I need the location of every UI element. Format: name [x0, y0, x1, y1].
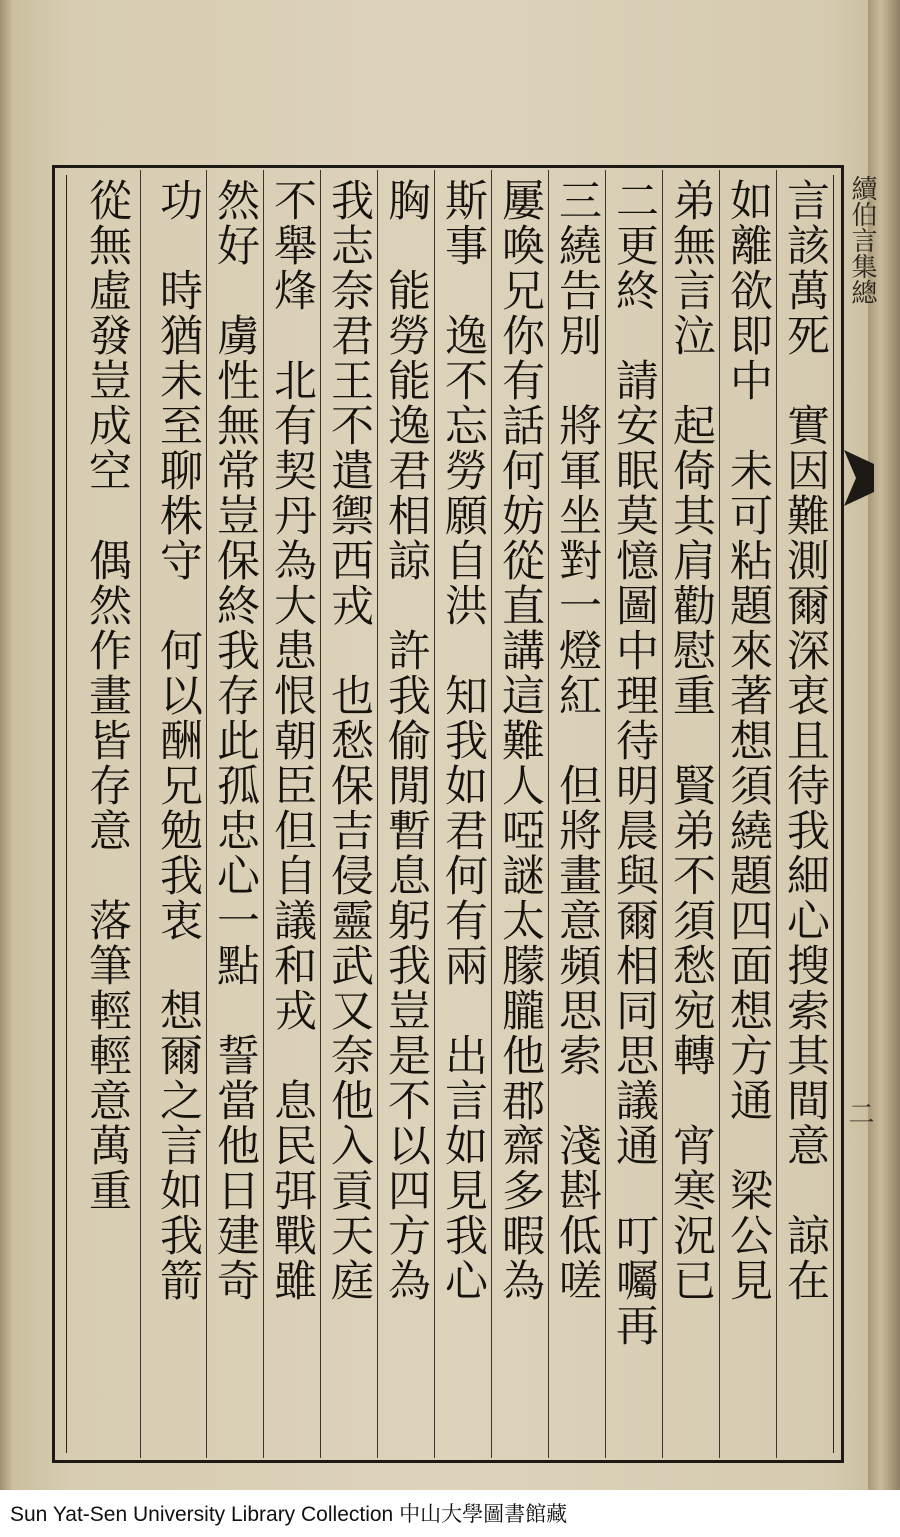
text-column: 從無虛發豈成空 偶然作畫皆存意 落筆輕輕意萬重: [82, 178, 132, 1213]
column-rule: [719, 170, 720, 1458]
column-rule: [320, 170, 321, 1458]
text-column: 屢喚兄你有話何妨從直講這難人啞謎太朦朧他郡齋多暇為: [495, 178, 545, 1303]
column-rule: [548, 170, 549, 1458]
text-column: 如離欲即中 未可粘題來著想須繞題四面想方通 梁公見: [723, 178, 773, 1303]
column-rule: [140, 170, 141, 1458]
text-column: 言該萬死 實因難測爾深衷且待我細心搜索其間意 諒在: [780, 178, 830, 1303]
page-edge-left: [0, 0, 14, 1537]
column-rule: [776, 170, 777, 1458]
column-rule: [605, 170, 606, 1458]
text-column: 二更終 請安眠莫憶圖中理待明晨與爾相同思議通 叮囑再: [609, 178, 659, 1348]
column-rule: [263, 170, 264, 1458]
column-rule: [434, 170, 435, 1458]
text-column: 然好 虜性無常豈保終我存此孤忠心一點 誓當他日建奇: [210, 178, 260, 1303]
column-rule: [662, 170, 663, 1458]
folio-number: 二: [844, 1100, 874, 1126]
text-column: 不舉烽 北有契丹為大患恨朝臣但自議和戎 息民弭戰雖: [267, 178, 317, 1303]
text-column: 我志奈君王不遣禦西戎 也愁保吉侵靈武又奈他入貢天庭: [324, 178, 374, 1303]
text-column: 功 時猶未至聊株守 何以酬兄勉我衷 想爾之言如我箭: [153, 178, 203, 1303]
text-column: 弟無言泣 起倚其肩勸慰重 賢弟不須愁宛轉 宵寒況已: [666, 178, 716, 1303]
caption-bar: [0, 1490, 900, 1537]
text-column: 胸 能勞能逸君相諒 許我偷閒暫息躬我豈是不以四方為: [381, 178, 431, 1303]
column-rule: [206, 170, 207, 1458]
text-column: 三繞告別 將軍坐對一燈紅 但將畫意頻思索 淺斟低嗟: [552, 178, 602, 1303]
column-rule: [491, 170, 492, 1458]
column-rule: [377, 170, 378, 1458]
collection-caption: Sun Yat-Sen University Library Collection 中山大學圖書館藏: [10, 1503, 568, 1526]
margin-title: 續伯言集總: [847, 175, 877, 305]
text-column: 斯事 逸不忘勞願自洪 知我如君何有兩 出言如見我心: [438, 178, 488, 1303]
